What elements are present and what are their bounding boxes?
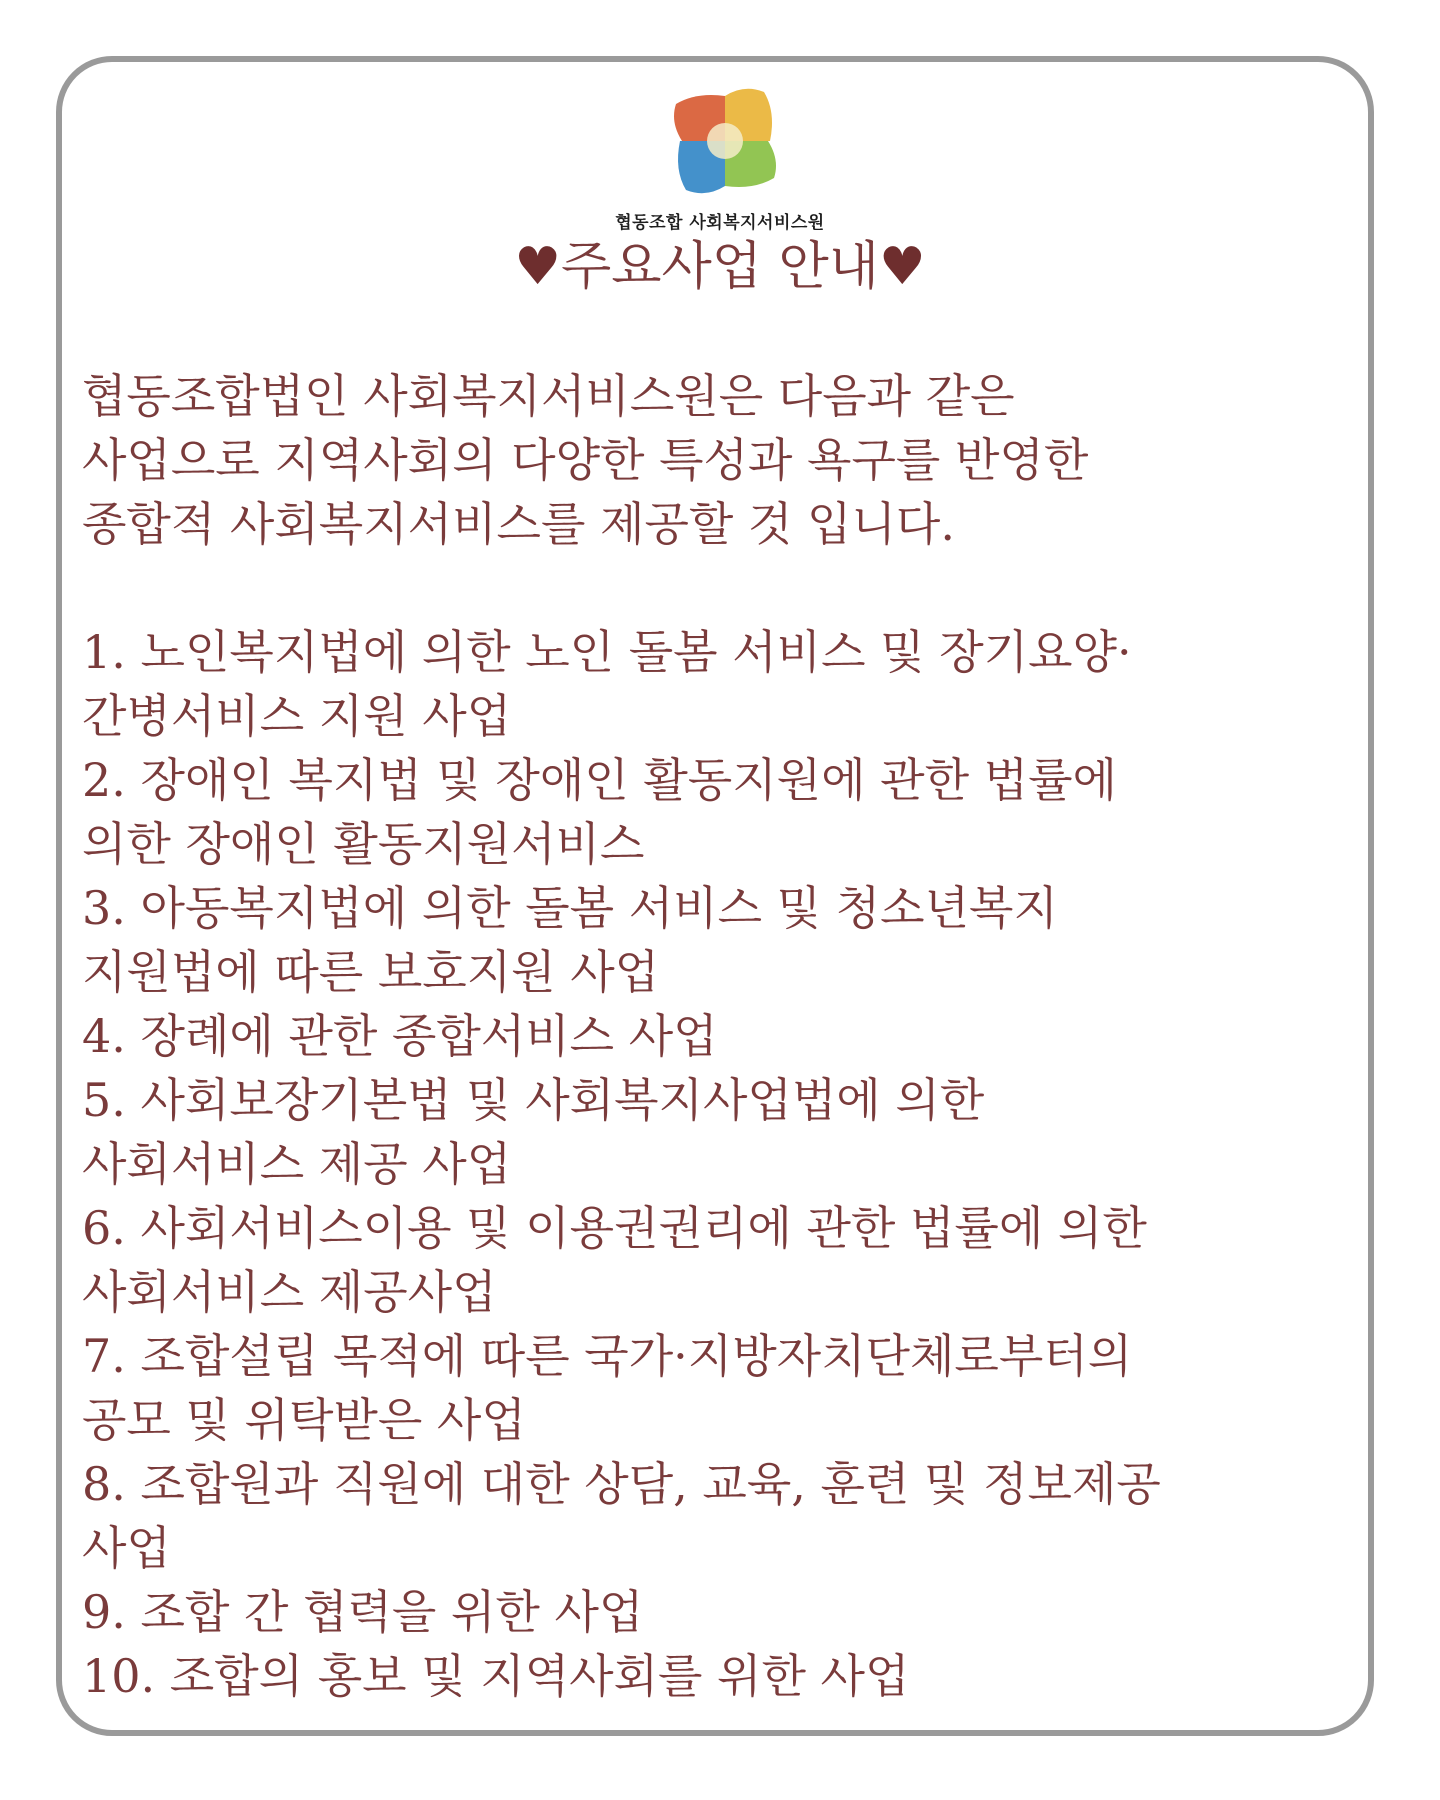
business-item [82,1644,1382,1708]
business-item-line: 공모 및 위탁받은 사업 [82,1393,526,1447]
business-item [82,1324,1382,1452]
business-item-line: 사회서비스 제공사업 [82,1265,497,1319]
page-title-text: 주요사업 안내 [561,237,879,297]
business-list [82,620,1382,1708]
pinwheel-logo-icon [666,82,784,200]
business-item [82,620,1382,748]
business-item [82,876,1382,1004]
business-item-line: 간병서비스 지원 사업 [82,689,512,743]
heart-left-icon: ♥ [514,237,562,297]
business-item-line: 9. 조합 간 협력을 위한 사업 [82,1585,644,1639]
business-item [82,748,1382,876]
heart-right-icon: ♥ [878,237,926,297]
intro-line: 사업으로 지역사회의 다양한 특성과 욕구를 반영한 [82,433,1089,487]
business-item-line: 의한 장애인 활동지원서비스 [82,817,645,871]
business-item-line: 10. 조합의 홍보 및 지역사회를 위한 사업 [82,1649,910,1703]
business-item-line: 7. 조합설립 목적에 따른 국가·지방자치단체로부터의 [82,1329,1133,1383]
business-item [82,1580,1382,1644]
business-item [82,1068,1382,1196]
page-title [0,236,1440,298]
business-item-line: 4. 장례에 관한 종합서비스 사업 [82,1009,718,1063]
organization-name: 협동조합 사회복지서비스원 [615,213,825,233]
intro-paragraph [82,364,1382,556]
business-item-line: 8. 조합원과 직원에 대한 상담, 교육, 훈련 및 정보제공 [82,1457,1161,1511]
business-item-line: 사업 [82,1521,171,1575]
intro-line: 종합적 사회복지서비스를 제공할 것 입니다. [82,497,955,551]
notice-content [82,364,1382,1708]
business-item [82,1452,1382,1580]
paragraph-gap [82,556,1382,620]
intro-line: 협동조합법인 사회복지서비스원은 다음과 같은 [82,369,1015,423]
business-item [82,1196,1382,1324]
business-item-line: 3. 아동복지법에 의한 돌봄 서비스 및 청소년복지 [82,881,1058,935]
business-item-line: 지원법에 따른 보호지원 사업 [82,945,660,999]
business-item [82,1004,1382,1068]
logo-center [707,123,743,159]
business-item-line: 2. 장애인 복지법 및 장애인 활동지원에 관한 법률에 [82,753,1117,807]
business-item-line: 6. 사회서비스이용 및 이용권권리에 관한 법률에 의한 [82,1201,1147,1255]
business-item-line: 사회서비스 제공 사업 [82,1137,512,1191]
business-item-line: 5. 사회보장기본법 및 사회복지사업법에 의한 [82,1073,985,1127]
business-item-line: 1. 노인복지법에 의한 노인 돌봄 서비스 및 장기요양· [82,625,1132,679]
